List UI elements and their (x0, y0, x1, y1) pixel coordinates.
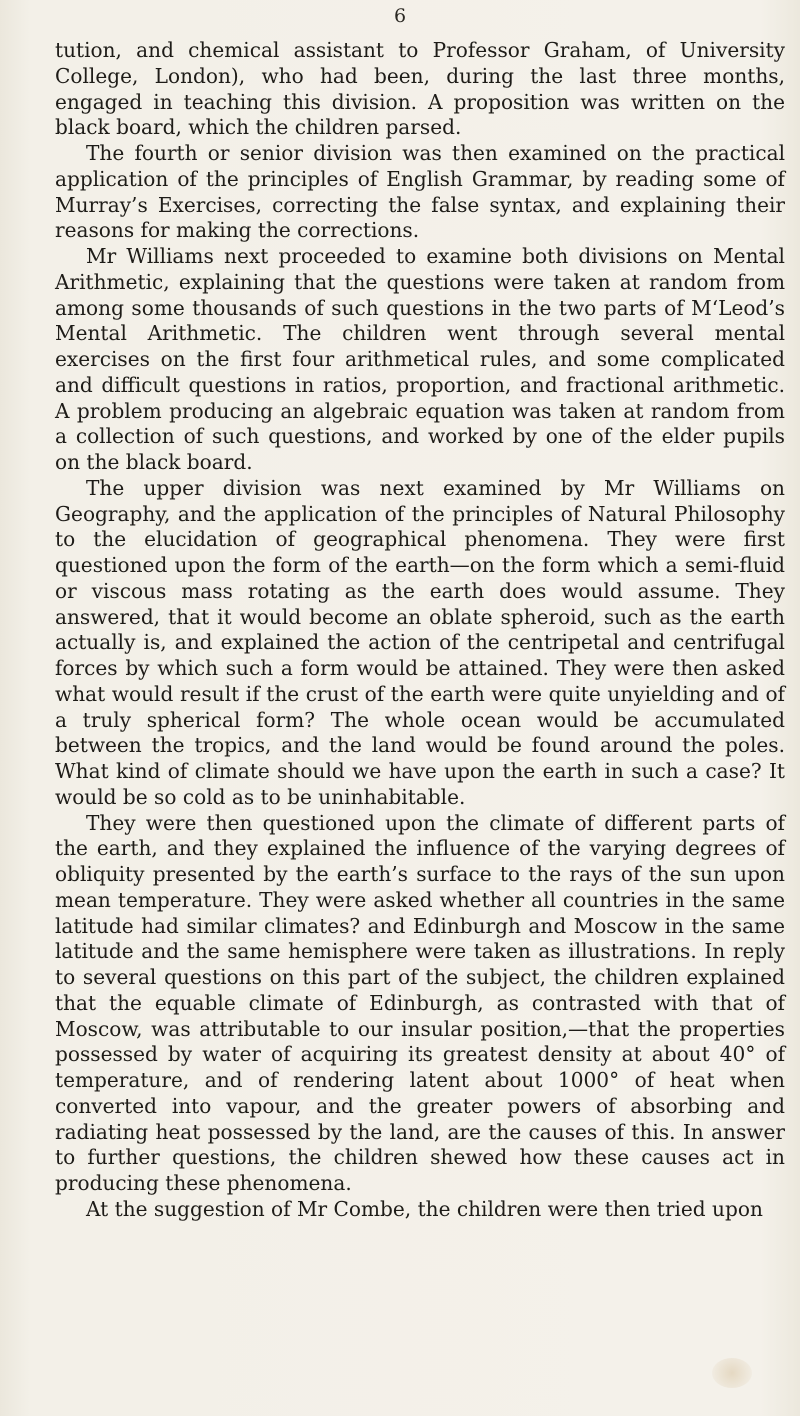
paragraph-4: The upper division was next examined by Mr Williams on Geography, and the application of the principles of Natural Philosophy to the elucidation of geographical phenomena. They were first questioned upon the form of the earth—on the form which a semi-fluid or viscous mass rotating as the earth does would assume. They answered, that it would become an oblate spheroid, such as the earth actually is, and explained the action of the centripetal and centrifugal forces by which such a form would be attained. They were then asked what would result if the crust of the earth were quite unyielding and of a truly spherical form? The whole ocean would be accumulated between the tropics, and the land would be found around the poles. What kind of climate should we have upon the earth in such a case? It would be so cold as to be uninhabitable. (55, 475, 785, 809)
paragraph-2: The fourth or senior division was then examined on the practical application of the principles of English Grammar, by reading some of Murray’s Exercises, correcting the false syntax, and explaining their reasons for making the corrections. (55, 141, 785, 243)
paragraph-1: tution, and chemical assistant to Professor Graham, of University College, London), who had been, during the last three months, engaged in teaching this division. A proposition was written on the black board, which the children parsed. (55, 38, 785, 140)
paragraph-3: Mr Williams next proceeded to examine both divisions on Mental Arithmetic, explaining that the questions were taken at random from among some thousands of such questions in the two parts of M‘Leod’s Mental Arithmetic. The children went through several mental exercises on the first four arithmetical rules, and some complicated and difficult questions in ratios, proportion, and fractional arithmetic. A problem producing an algebraic equation was taken at random from a collection of such questions, and worked by one of the elder pupils on the black board. (55, 244, 785, 474)
body-text (55, 38, 785, 1223)
paragraph-5: They were then questioned upon the climate of different parts of the earth, and they explained the influence of the varying degrees of obliquity presented by the earth’s surface to the rays of the sun upon mean temperature. They were asked whether all countries in the same latitude had similar climates? and Edinburgh and Moscow in the same latitude and the same hemisphere were taken as illustrations. In reply to several questions on this part of the subject, the children explained that the equable climate of Edinburgh, as contrasted with that of Moscow, was attributable to our insular position,—that the properties possessed by water of acquiring its greatest density at about 40° of temperature, and of rendering latent about 1000° of heat when converted into vapour, and the greater powers of absorbing and radiating heat possessed by the land, are the causes of this. In answer to further questions, the children shewed how these causes act in producing these phenomena. (55, 810, 785, 1195)
page-number: 6 (393, 5, 407, 27)
paragraph-6: At the suggestion of Mr Combe, the children were then tried upon (86, 1196, 763, 1221)
paper-stain (712, 1358, 752, 1388)
